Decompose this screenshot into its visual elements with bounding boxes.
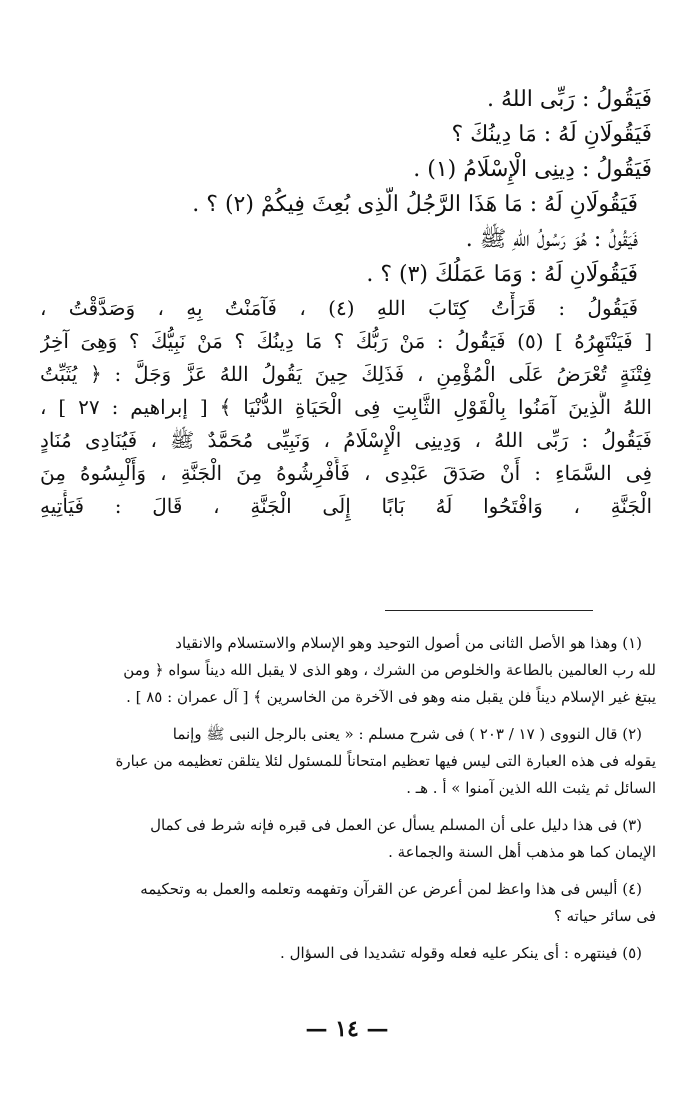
text-line: فِتْنَةٍ تُعْرَضُ عَلَى الْمُؤْمِنِ ، فَذَلِكَ حِينَ يَقُولُ اللهُ عَزَّ وَجَلَّ : ﴿ يُثَبِّتُ [40, 362, 652, 386]
footnote-line: (٢) قال النووى ( ١٧ / ٢٠٣ ) فى شرح مسلم : « يعنى بالرجل النبى ﷺ وإنما [172, 725, 642, 743]
text-line: فَيَقُولُ : رَبِّى اللهُ ، وَدِينِى الْإِسْلَامُ ، وَنَبِيِّى مُحَمَّدٌ ﷺ ، فَيُنَادِى مُنَادٍ [40, 428, 652, 452]
footnote-line: (٣) فى هذا دليل على أن المسلم يسأل عن العمل فى قبره فإنه شرط فى كمال [150, 816, 642, 834]
footnote-line: (٤) أليس فى هذا واعظ لمن أعرض عن القرآن وتفهمه وتعلمه والعمل به وتحكيمه [140, 880, 642, 898]
text-line: فَيَقُولَانِ لَهُ : مَا هَذَا الرَّجُلُ الَّذِى بُعِثَ فِيكُمْ (٢) ؟ . [192, 192, 638, 217]
text-line: فِى السَّمَاءِ : أَنْ صَدَقَ عَبْدِى ، فَأَفْرِشُوهُ مِنَ الْجَنَّةِ ، وَأَلْبِسُوهُ مِنَ [40, 461, 652, 485]
footnote-separator [385, 610, 593, 611]
text-line: فَيَقُولَانِ لَهُ : مَا دِينُكَ ؟ [451, 122, 652, 147]
footnote-5 [38, 940, 656, 967]
text-line: فَيَقُولُ : رَبِّى اللهُ . [487, 87, 652, 112]
text-line: فَيَقُولُ : هُوَ رَسُولُ اللهِ ﷺ . [465, 227, 638, 252]
footnote-4 [38, 876, 656, 930]
footnotes [38, 620, 656, 967]
text-line: فَيَقُولَانِ لَهُ : وَمَا عَمَلُكَ (٣) ؟ . [366, 262, 638, 287]
text-line: الْجَنَّةِ ، وَافْتَحُوا لَهُ بَابًا إِلَى الْجَنَّةِ ، قَالَ : فَيَأْتِيهِ [40, 494, 652, 518]
footnote-2 [38, 721, 656, 802]
footnote-1 [38, 630, 656, 711]
footnote-line: (١) وهذا هو الأصل الثانى من أصول التوحيد وهو الإسلام والاستسلام والانقياد [175, 634, 642, 652]
footnote-line: يبتغ غير الإسلام ديناً فلن يقبل منه وهو فى الآخرة من الخاسرين ﴾ [ آل عمران : ٨٥ ] . [126, 688, 656, 706]
footnote-line: فى سائر حياته ؟ [553, 907, 656, 925]
text-line: اللهُ الَّذِينَ آمَنُوا بِالْقَوْلِ الثَّابِتِ فِى الْحَيَاةِ الدُّنْيَا ﴾ [ إبراهيم : ٢٧ ] ، [40, 395, 652, 419]
text-line: فَيَقُولُ : دِينِى الْإِسْلَامُ (١) . [413, 157, 652, 182]
footnote-line: لله رب العالمين بالطاعة والخلوص من الشرك ، وهو الذى لا يقبل الله ديناً سواه ﴿ ومن [123, 661, 656, 679]
footnote-line: الإيمان كما هو مذهب أهل السنة والجماعة . [388, 843, 656, 861]
text-line: [ فَيَنْتَهِرُهُ ] (٥) فَيَقُولُ : مَنْ رَبُّكَ ؟ مَا دِينُكَ ؟ مَنْ نَبِيُّكَ ؟ وَهِىَ آخِرُ [40, 329, 652, 353]
footnote-3 [38, 812, 656, 866]
footnote-line: السائل ثم يثبت الله الذين آمنوا » أ . هـ . [406, 779, 656, 797]
footnote-line: (٥) فينتهره : أى ينكر عليه فعله وقوله تشديدا فى السؤال . [280, 944, 642, 962]
text-line: فَيَقُولُ : قَرَأْتُ كِتَابَ اللهِ (٤) ، فَآمَنْتُ بِهِ ، وَصَدَّقْتُ ، [40, 296, 639, 320]
main-text [40, 82, 652, 523]
footnote-line: يقوله فى هذه العبارة التى ليس فيها تعظيم امتحاناً للمسئول لئلا يتلقن تعظيمه من عبارة [115, 752, 656, 770]
page-number: — ١٤ — [305, 1016, 389, 1042]
